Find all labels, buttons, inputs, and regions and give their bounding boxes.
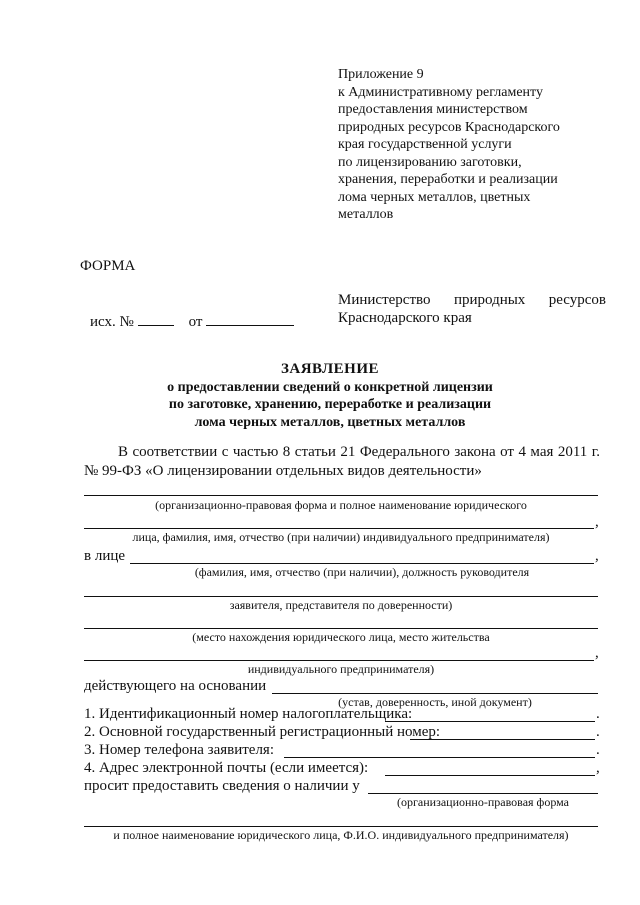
email-label: 4. Адрес электронной почты (если имеется):: [84, 760, 369, 776]
period: .: [596, 706, 600, 722]
comma: ,: [595, 645, 599, 661]
form-label: ФОРМА: [80, 258, 136, 274]
caption-holder: (организационно-правовая форма: [397, 795, 569, 809]
outgoing-date-field[interactable]: [206, 311, 294, 326]
basis-field[interactable]: [272, 693, 598, 694]
caption-representative: (фамилия, имя, отчество (при наличии), должность руководителя: [194, 565, 530, 579]
caption-basis: (устав, доверенность, иной документ): [338, 695, 532, 709]
period: .: [596, 742, 600, 758]
comma: ,: [595, 548, 599, 564]
outgoing-number-label: исх. №: [90, 314, 134, 330]
addressee: Министерство природных ресурсов Краснодарского края: [338, 292, 606, 326]
location-field[interactable]: [84, 628, 598, 629]
comma: ,: [595, 514, 599, 530]
representative-field-2[interactable]: [84, 596, 598, 597]
applicant-name-field[interactable]: [84, 495, 598, 496]
caption-location-2: индивидуального предпринимателя): [247, 662, 435, 676]
appendix-note: [338, 66, 608, 224]
applicant-name-field-2[interactable]: [84, 528, 594, 529]
outgoing-number-field[interactable]: [138, 311, 174, 326]
representative-field[interactable]: [130, 563, 594, 564]
outgoing-date-label: от: [188, 314, 203, 330]
outgoing-reference: [90, 311, 294, 331]
appendix-line: металлов: [338, 207, 394, 222]
caption-applicant-name: (организационно-правовая форма и полное наименование юридического: [155, 498, 527, 512]
phone-field[interactable]: [284, 757, 595, 758]
document-title: [70, 361, 590, 431]
phone-label: 3. Номер телефона заявителя:: [84, 742, 274, 758]
period: .: [596, 724, 600, 740]
ogrn-label: 2. Основной государственный регистрационный номер:: [84, 724, 441, 740]
holder-field[interactable]: [368, 793, 598, 794]
in-person-label: в лице: [84, 548, 126, 564]
basis-label: действующего на основании: [84, 678, 267, 694]
title-line: по заготовке, хранению, переработке и реализации: [168, 397, 492, 412]
appendix-line: края государственной услуги: [338, 137, 512, 152]
caption-applicant-person: лица, фамилия, имя, отчество (при наличии) индивидуального предпринимателя): [132, 530, 550, 544]
appendix-line: предоставления министерством: [338, 102, 528, 117]
comma: ,: [596, 760, 600, 776]
caption-representative-2: заявителя, представителя по доверенности): [229, 598, 453, 612]
appendix-line: природных ресурсов Краснодарского: [338, 119, 560, 135]
title-main: ЗАЯВЛЕНИЕ: [280, 361, 380, 377]
intro-paragraph: [84, 443, 600, 481]
caption-location: (место нахождения юридического лица, место жительства: [192, 630, 490, 644]
email-field[interactable]: [385, 775, 595, 776]
appendix-line: к Административному регламенту: [338, 84, 543, 100]
appendix-line: хранения, переработки и реализации: [338, 172, 558, 187]
title-line: лома черных металлов, цветных металлов: [194, 414, 466, 430]
intro-text: В соответствии с частью 8 статьи 21 Федерального закона от 4 мая 2011 г. № 99-ФЗ «О лицензировании отдельных видов деятельности»: [84, 444, 600, 479]
inn-field[interactable]: [385, 721, 595, 722]
holder-field-2[interactable]: [84, 826, 598, 827]
appendix-line: Приложение 9: [338, 67, 424, 82]
location-field-2[interactable]: [84, 660, 594, 661]
request-label: просит предоставить сведения о наличии у: [84, 778, 360, 794]
appendix-line: лома черных металлов, цветных: [338, 189, 531, 205]
title-line: о предоставлении сведений о конкретной лицензии: [167, 379, 493, 395]
ogrn-field[interactable]: [410, 739, 595, 740]
inn-label: 1. Идентификационный номер налогоплательщика:: [84, 706, 413, 722]
appendix-line: по лицензированию заготовки,: [338, 154, 522, 170]
caption-holder-2: и полное наименование юридического лица, Ф.И.О. индивидуального предпринимателя): [113, 828, 569, 842]
